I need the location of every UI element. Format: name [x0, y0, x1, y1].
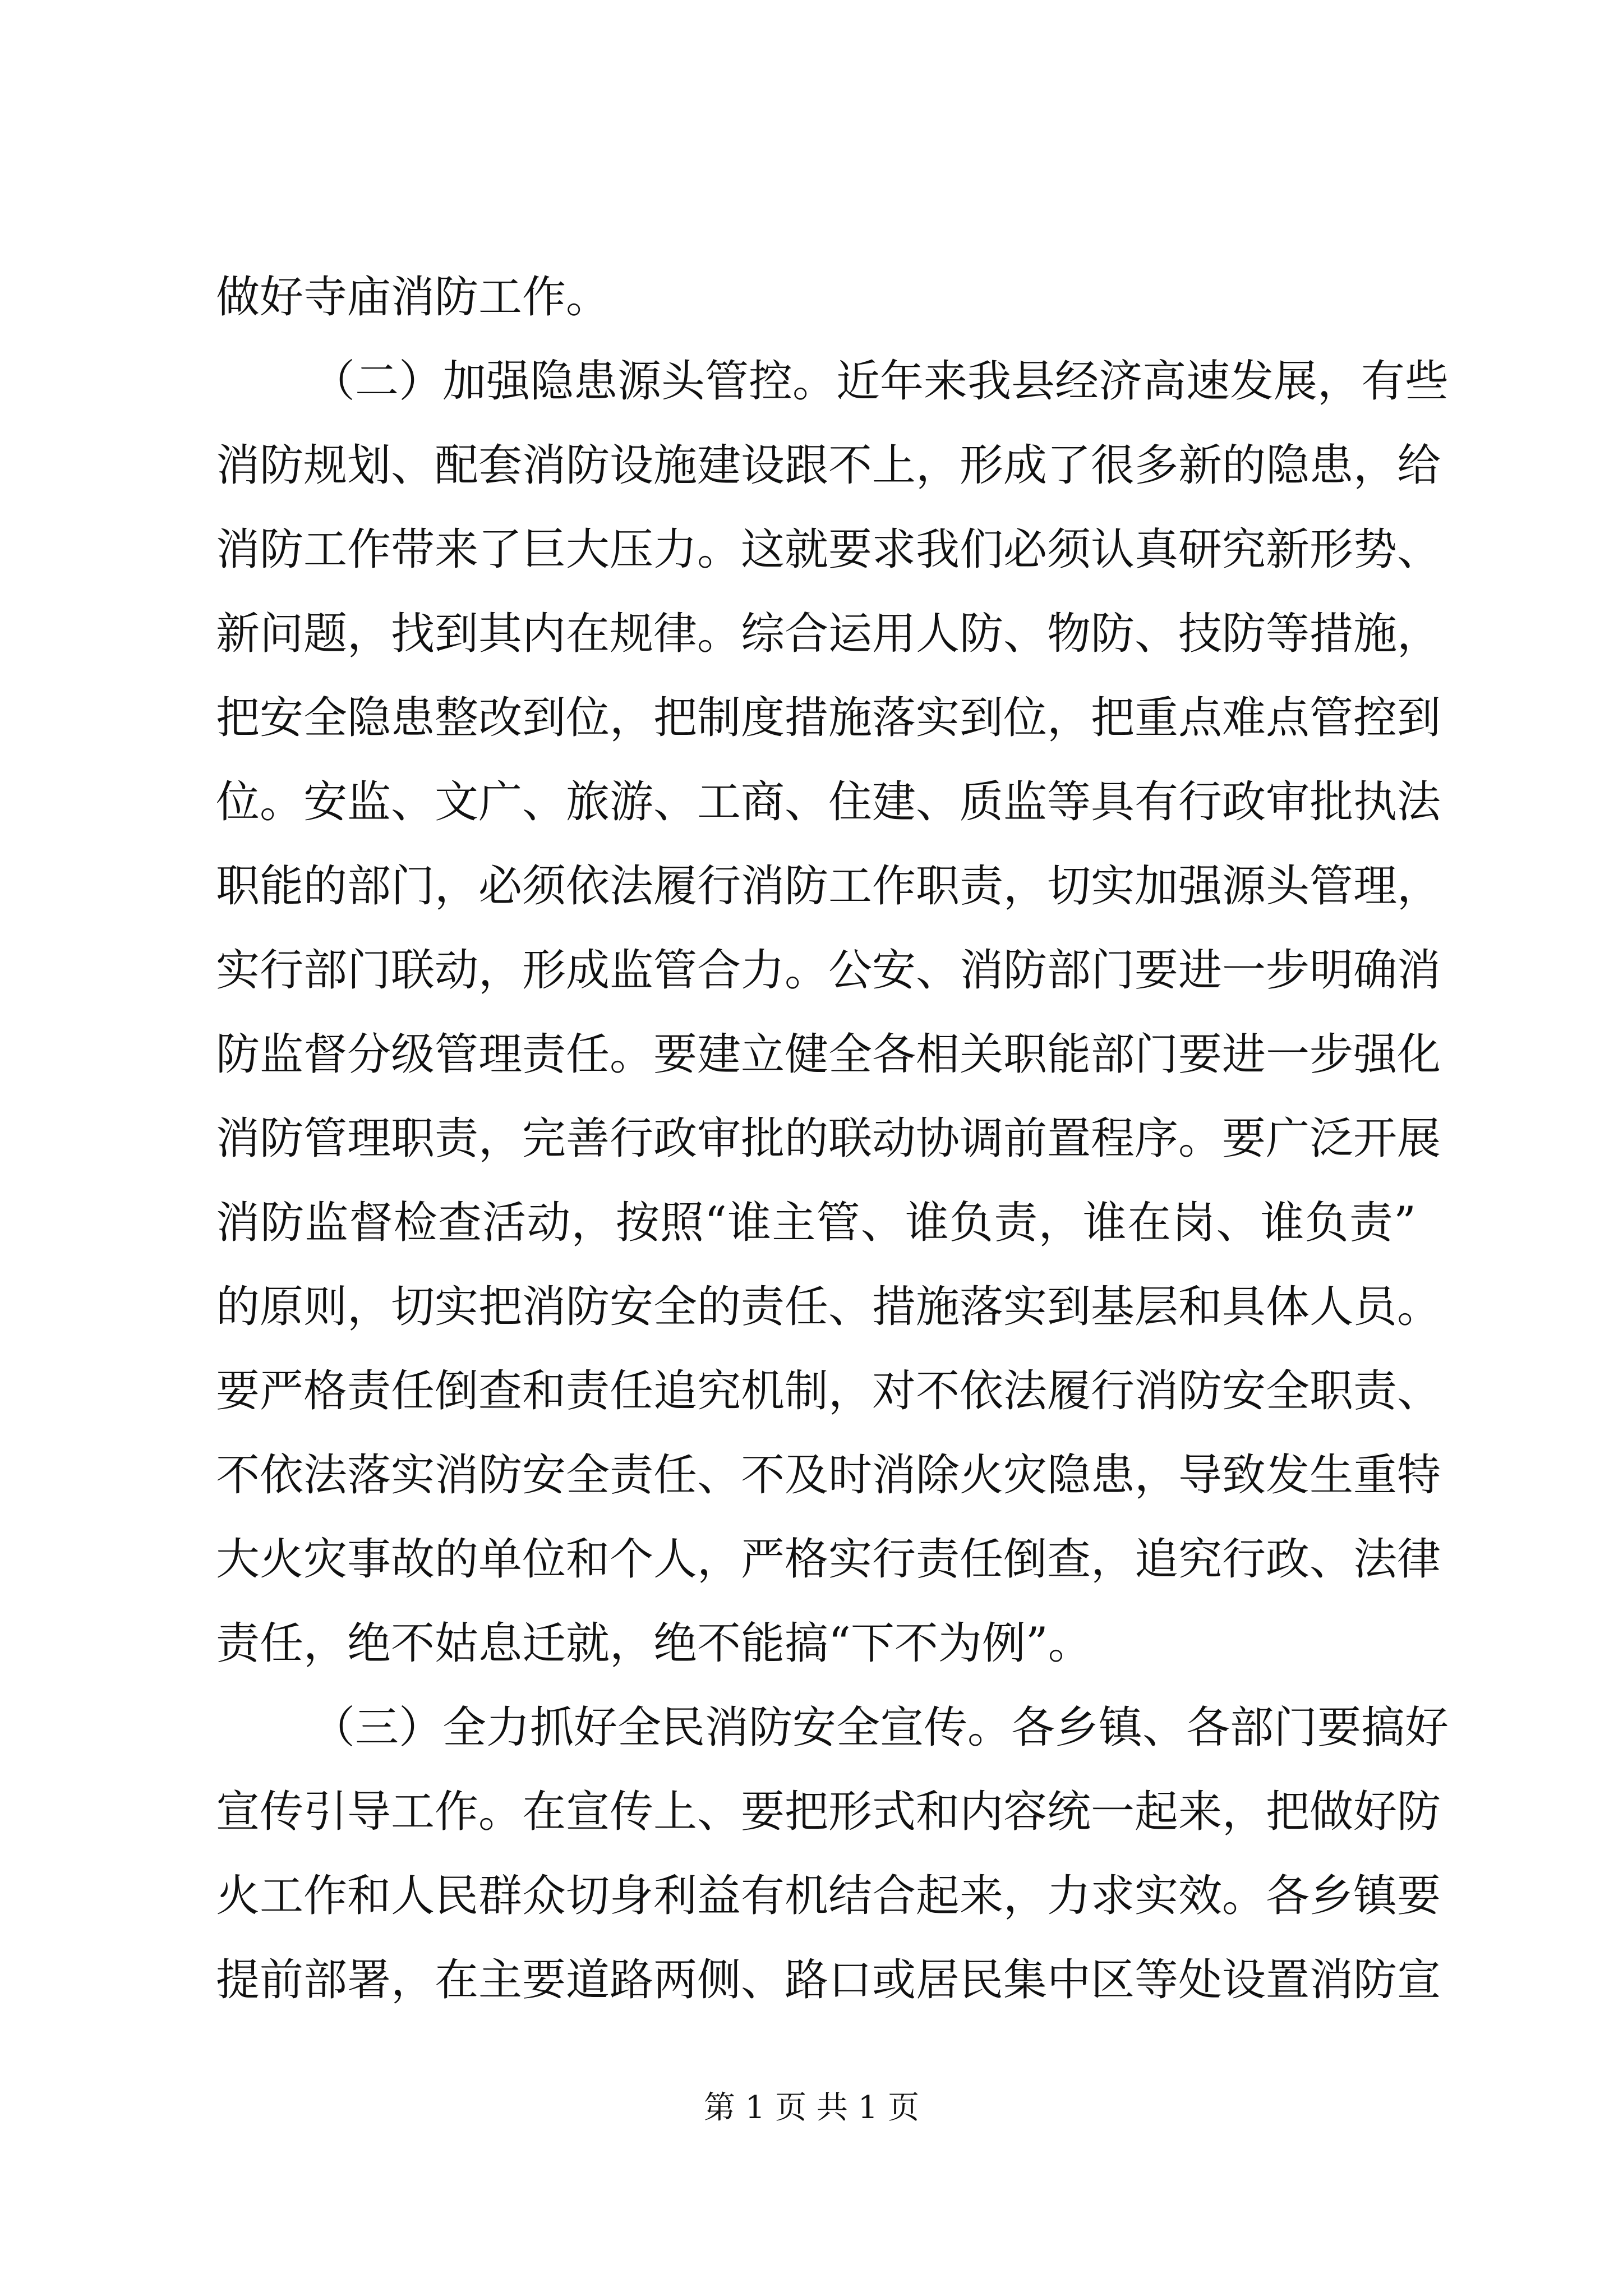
text-line: 新问题，找到其内在规律。综合运用人防、物防、技防等措施， [216, 609, 1441, 659]
text-line: 位。安监、文广、旅游、工商、住建、质监等具有行政审批执法 [216, 777, 1441, 827]
text-line: 消防规划、配套消防设施建设跟不上，形成了很多新的隐患，给 [216, 440, 1441, 491]
document-body [216, 255, 1449, 2022]
text-line: 不依法落实消防安全责任、不及时消除火灾隐患，导致发生重特 [216, 1450, 1441, 1501]
text-line: 要严格责任倒查和责任追究机制，对不依法履行消防安全职责、 [216, 1366, 1441, 1416]
text-line: 职能的部门，必须依法履行消防工作职责，切实加强源头管理， [216, 861, 1441, 912]
text-line: 提前部署，在主要道路两侧、路口或居民集中区等处设置消防宣 [216, 1955, 1441, 2005]
text-line: 做好寺庙消防工作。 [216, 272, 610, 323]
text-line: 实行部门联动，形成监管合力。公安、消防部门要进一步明确消 [216, 945, 1441, 996]
text-line: 的原则，切实把消防安全的责任、措施落实到基层和具体人员。 [216, 1282, 1441, 1332]
text-line: （二）加强隐患源头管控。近年来我县经济高速发展，有些 [311, 356, 1449, 407]
text-line: 消防管理职责，完善行政审批的联动协调前置程序。要广泛开展 [216, 1114, 1441, 1164]
text-line: 消防工作带来了巨大压力。这就要求我们必须认真研究新形势、 [216, 524, 1441, 575]
text-line: 把安全隐患整改到位，把制度措施落实到位，把重点难点管控到 [216, 693, 1441, 743]
text-line: 宣传引导工作。在宣传上、要把形式和内容统一起来，把做好防 [216, 1787, 1441, 1837]
text-line: 大火灾事故的单位和个人，严格实行责任倒查，追究行政、法律 [216, 1534, 1441, 1585]
page-footer: 第 1 页 共 1 页 [703, 2090, 920, 2126]
text-line: 防监督分级管理责任。要建立健全各相关职能部门要进一步强化 [216, 1029, 1441, 1080]
text-line: （三）全力抓好全民消防安全宣传。各乡镇、各部门要搞好 [311, 1703, 1449, 1753]
text-line: 火工作和人民群众切身利益有机结合起来，力求实效。各乡镇要 [216, 1871, 1441, 1921]
text-line: 消防监督检查活动，按照“谁主管、谁负责，谁在岗、谁负责” [216, 1198, 1416, 1248]
text-line: 责任，绝不姑息迁就，绝不能搞“下不为例”。 [216, 1618, 1092, 1669]
